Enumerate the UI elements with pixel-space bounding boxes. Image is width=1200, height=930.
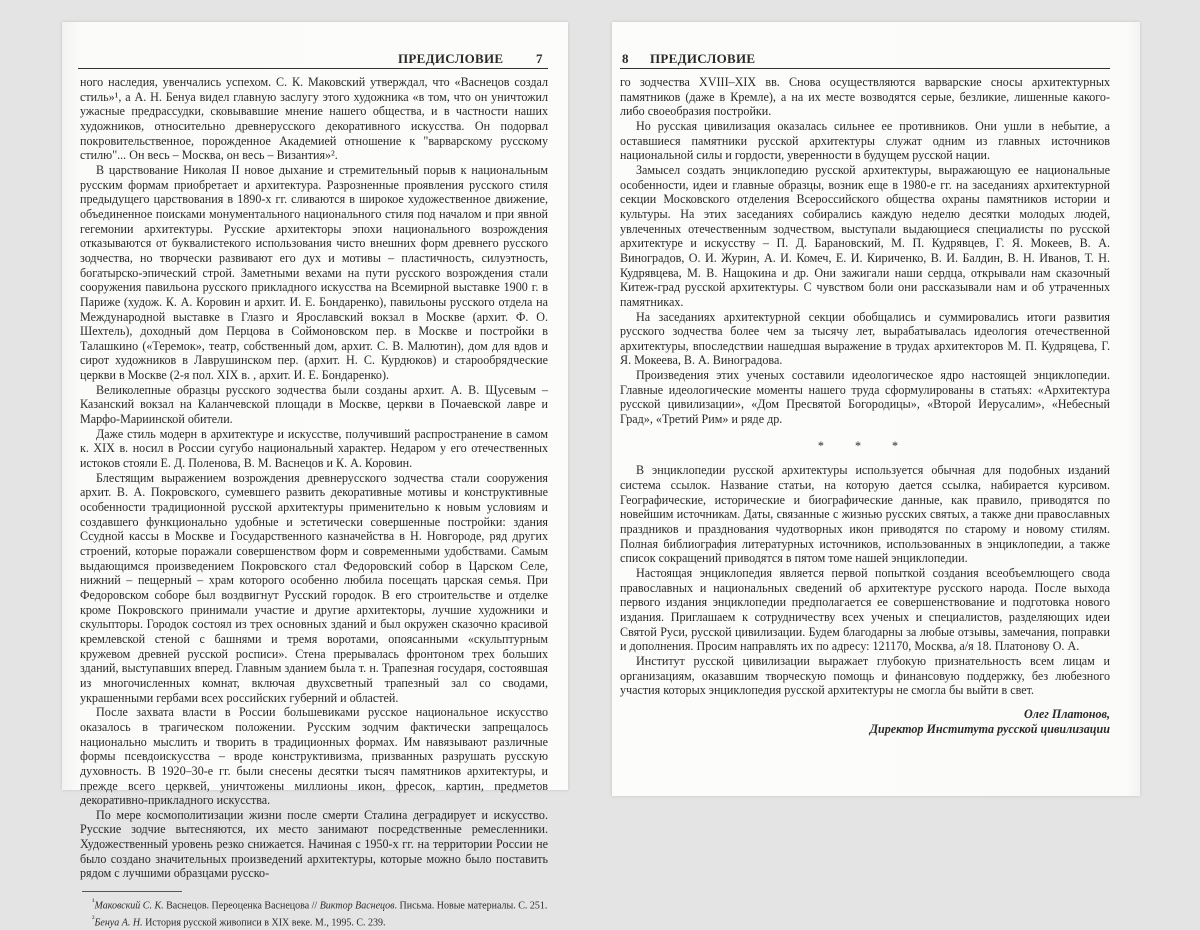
header-rule xyxy=(78,68,548,69)
footnote-author: Маковский С. К. xyxy=(94,900,164,912)
footnote-author: Бенуа А. Н. xyxy=(94,917,143,929)
running-head: ПРЕДИСЛОВИЕ xyxy=(650,51,756,66)
signature-title: Директор Института русской цивилизации xyxy=(869,721,1110,736)
paragraph: Великолепные образцы русского зодчества были созданы архит. А. В. Щусевым – Казанский вокзал на Каланчевской площади в Москве, церкви в Почаевской лавре и Марфо-Мариинской обители. xyxy=(80,382,548,427)
paragraph: В энциклопедии русской архитектуры используется обычная для подобных изданий система ссылок. Название статьи, на которую дается ссылка, набирается курсивом. Географические, исторические и биографические данные, как правило, приводятся по новейшим источникам. Даты, связанные с жизнью русских святых, а также дни православных праздников и празднования чудотворных икон приводятся по старому и новому стилям. Полная библиография литературных источников, использованных в энциклопедии, а также список сокращений приводятся в пятом томе нашей энциклопедии. xyxy=(620,463,1110,566)
footnote-mark: ¹ xyxy=(92,897,95,907)
left-page xyxy=(62,22,568,929)
body-text xyxy=(620,75,1110,736)
footnote-mark: ² xyxy=(92,913,95,923)
header-rule xyxy=(620,68,1110,69)
paragraph: На заседаниях архитектурной секции обобщались и суммировались итоги развития русского зодчества более чем за тысячу лет, вырабатывалась идеология отечественной архитектуры, впоследствии нашедшая выражение в трудах архитекторов М. П. Кудряцева, Г. Я. Мокеева, В. А. Виноградова. xyxy=(620,309,1110,368)
body-text xyxy=(80,75,548,881)
paragraph: Замысел создать энциклопедию русской архитектуры, выражающую ее национальные особенности, идеи и главные образцы, возник еще в 1980-е гг. на заседаниях архитектурной секции Московского отделения Всероссийского общества охраны памятников истории и культуры. На этих заседаниях собирались каждую неделю десятки молодых людей, увлеченных отечественным зодчеством, выступали выдающиеся специалисты по русской архитектуре и искусству – П. Д. Барановский, М. П. Кудрявцев, Г. Я. Мокеев, В. А. Виноградов, О. И. Журин, А. И. Комеч, Е. И. Кириченко, В. И. Балдин, В. Н. Иванов, Т. Н. Кудрявцева, М. В. Нащокина и др. Они зажигали наши сердца, открывали нам сказочный Китеж-град русской архитектуры. С чувством боли они рассказывали нам и об утраченных памятниках. xyxy=(620,162,1110,309)
paragraph: В царствование Николая II новое дыхание и стремительный порыв к национальным русским формам приобретает и архитектура. Разрозненные проявления русского стиля предыдущего царствования в 1890-х гг. сливаются в широкое художественное движение, объединенное поисками монументального национального стиля под началом и при явной гегемонии архитектуры. Русские архитекторы эпохи национального возрождения отказываются от буквалистекого использования чисто внешних форм древнего русского зодчества, но творчески развивают его дух и мотивы – пластичность, силуэтность, богатырско-эпический строй. Заметными вехами на пути русского возрождения стали сооружения павильона русского прикладного искусства на Всемирной выставке 1900 г. в Париже (худож. К. А. Коровин и архит. И. Е. Бондаренко), павильоны русского отдела на Международной выставке в Глазго и Ярославский вокзал в Москве (архит. Ф. О. Шехтель), доходный дом Перцова в Соймоновском пер. в Москве и постройки в Талашкино («Теремок», театр, собственный дом, архит. С. В. Малютин), дом для вдов и сирот художников в Лаврушинском пер. (архит. Н. С. Курдюков) и старообрядческие церкви в Москве (2-я пол. XIX в. , архит. И. Е. Бондаренко). xyxy=(80,162,548,383)
page-number: 8 xyxy=(622,51,629,66)
running-head: ПРЕДИСЛОВИЕ xyxy=(398,51,504,66)
footnotes xyxy=(80,896,548,930)
footnote-text: История русской живописи в XIX веке. М., 1995. С. 239. xyxy=(142,917,386,929)
paragraph: Даже стиль модерн в архитектуре и искусстве, получивший распространение в самом к. XIX в. носил в России сугубо национальный характер. Недаром у его отечественных истоков стояли Е. Д. Поленова, В. М. Васнецов и К. А. Коровин. xyxy=(80,426,548,471)
paragraph: Но русская цивилизация оказалась сильнее ее противников. Они ушли в небытие, а оставшиеся памятники русской архитектуры служат одним из главных источников национальной силы и гордости, уверенности в будущем русской нации. xyxy=(620,118,1110,163)
paragraph: Блестящим выражением возрождения древнерусского зодчества стали сооружения архит. В. А. Покровского, сумевшего развить декоративные мотивы и конструктивные особенности традиционной русской архитектуры применительно к новым условиям и создавшего функционально удобные и эстетически совершенные постройки: здания Ссудной кассы в Москве и Государственного казначейства в Н. Новгороде, ряд других строений, которые поражали совершенством форм и современными удобствами. Самым выдающимся произведением Покровского стал Федоровский собор в Царском Селе, нижний – пещерный – храм которого особенно любила посещать царская семья. При Федоровском соборе был воздвигнут Русский городок. В его строительстве и отделке кроме Покровского принимали участие и другие архитекторы, лучшие художники и скульпторы. Городок состоял из трех основных зданий и был окружен сказочно красивой кремлевской стеной с башнями и тремя воротами, опоясанными «скульптурным кружевом древней русской росписи». Стена прерывалась фронтоном трех больших зданий, выступавших вперед. Главным зданием была т. н. Трапезная государя, состоявшая из многочисленных комнат, включая двухсветный трапезный зал со сводами, украшенными гербами всех российских губерний и областей. xyxy=(80,470,548,705)
page-number: 7 xyxy=(536,51,543,66)
footnote-text: . Письма. Новые материалы. С. 251. xyxy=(394,900,548,912)
footnote-2 xyxy=(84,913,548,930)
paragraph: По мере космополитизации жизни после смерти Сталина деградирует и искусство. Русские зодчие вытесняются, их место занимают посредственные ремесленники. Художественный уровень резко снижается. Начиная с 1950-х гг. на территории России не было создано значительных произведений архитектуры, которые можно было поставить рядом с лучшими образцами русско- xyxy=(80,807,548,881)
paragraph: Институт русской цивилизации выражает глубокую признательность всем лицам и организациям, оказавшим творческую помощь и финансовую поддержку, без любезного участия которых энциклопедия русской архитектуры не смогла бы выйти в свет. xyxy=(620,653,1110,698)
paragraph: После захвата власти в России большевиками русское национальное искусство оказалось в трагическом положении. Русским зодчим фактически запрещалось национально мыслить и творить в традиционных формах. Им навязывают различные формы псевдоискусства – вроде конструктивизма, призванных разрушать русскую духовность. В 1920–30-е гг. были снесены десятки тысяч памятников архитектуры, и прежде всего церквей, уничтожены миллионы икон, фресок, картин, предметов декоративно-прикладного искусства. xyxy=(80,705,548,808)
paragraph: Произведения этих ученых составили идеологическое ядро настоящей энциклопедии. Главные идеологические моменты нашего труда сформулированы в статьях: «Архитектура русской цивилизации», «Дом Пресвятой Богородицы», «Второй Иерусалим», «Небесный Град», «Третий Рим» и ряде др. xyxy=(620,368,1110,427)
footnote-title: Виктор Васнецов xyxy=(319,900,395,912)
right-page xyxy=(612,22,1140,796)
footnote-1 xyxy=(84,896,548,913)
paragraph: ного наследия, увенчались успехом. С. К. Маковский утверждал, что «Васнецов создал стиль»¹, а А. Н. Бенуа видел главную заслугу этого художника «в том, что он уничтожил ужасные предрассудки, сковывавшие мнение нашего общества, и в частности наших художников, относительно древнерусского декоративного искусства. Он подорвал покровительственное, порожденное Академией отношение к "варварскому русскому стилю"... Он весь – Москва, он весь – Византия»². xyxy=(80,75,548,163)
section-separator: * * * xyxy=(817,438,913,453)
footnote-text: Васнецов. Переоценка Васнецова // xyxy=(163,900,320,912)
paragraph: Настоящая энциклопедия является первой попыткой создания всеобъемлющего свода православных и национальных сведений об архитектуре русского народа. После выхода первого издания энциклопедии предполагается ее совершенствование и подготовка нового издания. Приглашаем к сотрудничеству всех ученых и специалистов, разделяющих идеи Святой Руси, русской цивилизации. Будем благодарны за любые отзывы, замечания, поправки и дополнения. Просим направлять их по адресу: 121170, Москва, а/я 18. Платонову О. А. xyxy=(620,566,1110,654)
paragraph: го зодчества XVIII–XIX вв. Снова осуществляются варварские сносы архитектурных памятников (даже в Кремле), а на их месте возводятся серые, безликие, лишенные какого-либо своеобразия постройки. xyxy=(620,75,1110,119)
page-column xyxy=(80,75,548,930)
footnote-rule xyxy=(82,891,182,892)
signature-name: Олег Платонов, xyxy=(1024,706,1110,721)
